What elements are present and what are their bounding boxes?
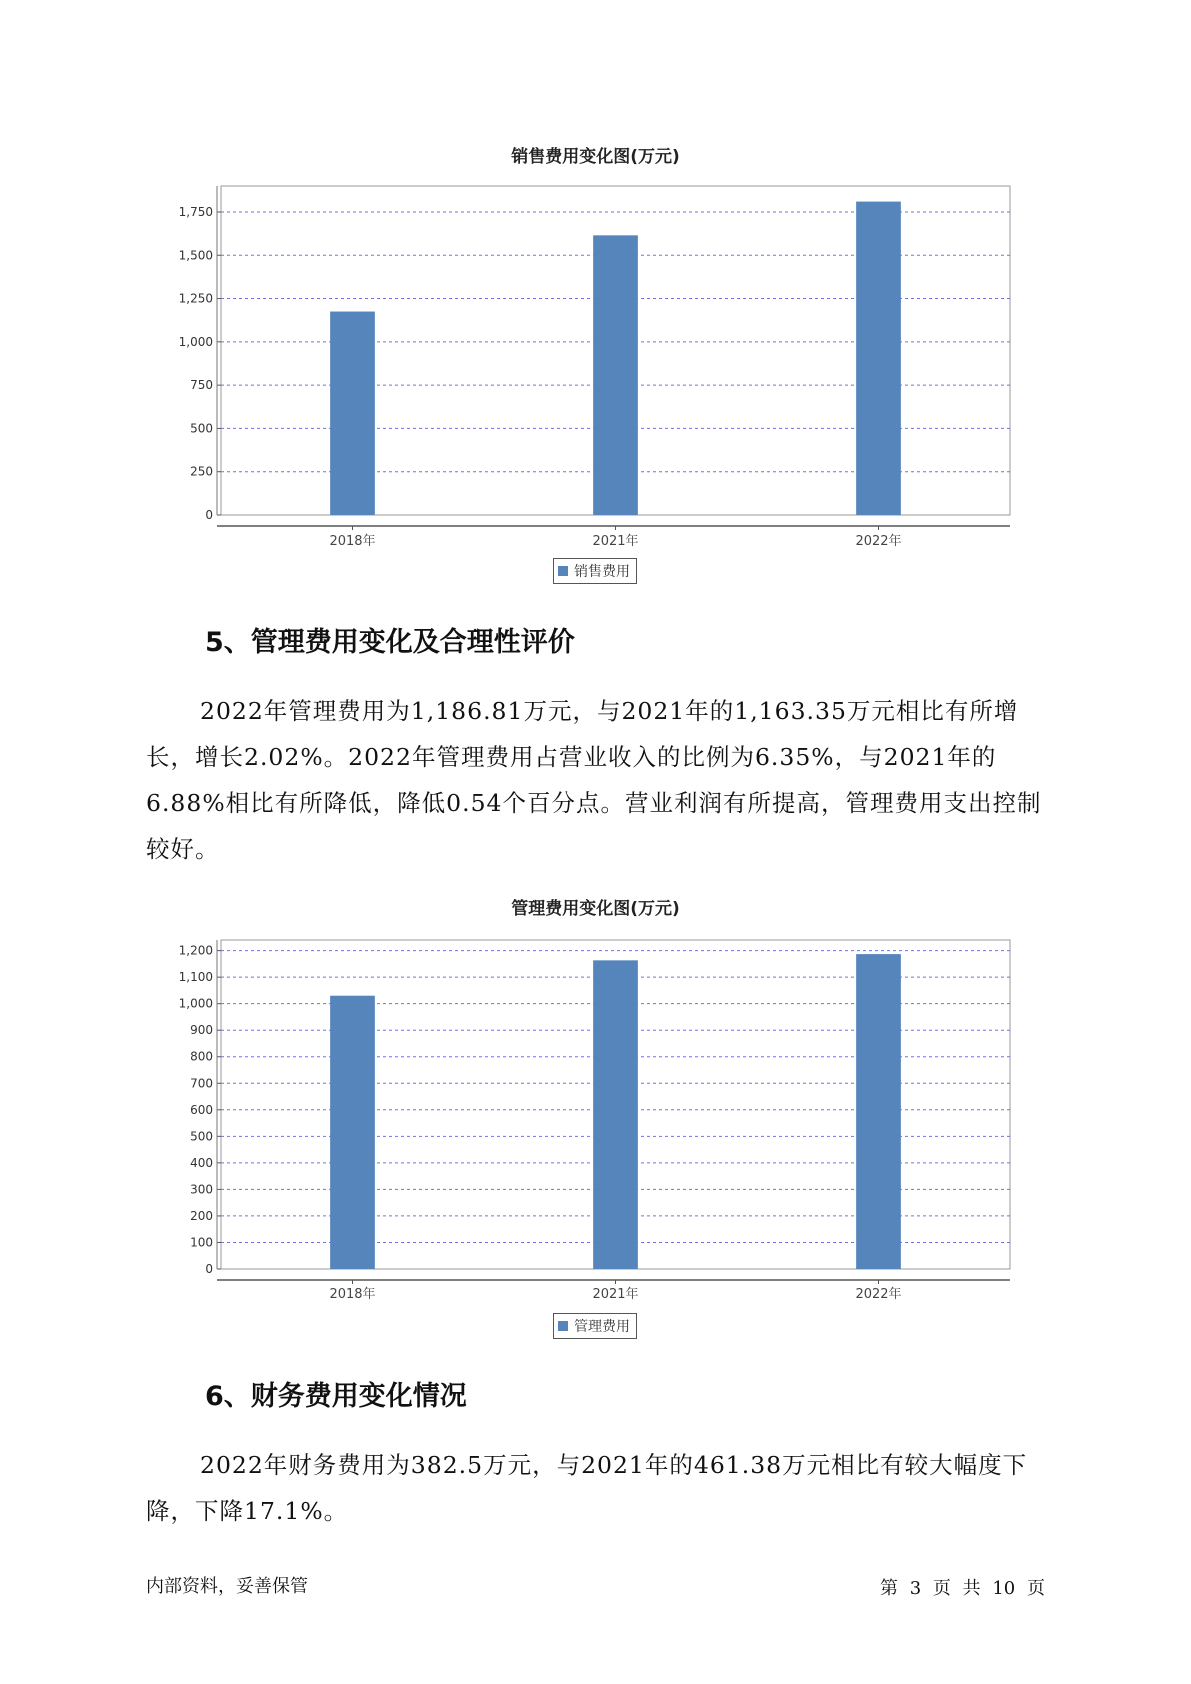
bar	[593, 960, 638, 1269]
legend-swatch	[558, 1321, 568, 1331]
y-tick-label: 0	[205, 508, 213, 522]
y-tick-label: 1,750	[178, 204, 213, 219]
section-heading-mgmt: 5、管理费用变化及合理性评价	[205, 627, 575, 658]
footer-page-number: 第 3 页 共 10 页	[880, 1578, 1045, 1599]
bar	[856, 954, 901, 1269]
y-tick-label: 1,250	[178, 291, 213, 306]
y-tick-label: 700	[190, 1076, 213, 1091]
x-tick-label: 2021年	[592, 1287, 639, 1302]
y-tick-label: 0	[205, 1262, 213, 1276]
y-tick-label: 250	[190, 464, 213, 479]
y-tick-label: 500	[190, 1129, 213, 1144]
bar	[330, 996, 375, 1269]
y-tick-label: 100	[190, 1235, 213, 1250]
y-tick-label: 1,000	[178, 334, 213, 349]
chart-title: 销售费用变化图(万元)	[511, 147, 680, 167]
y-tick-label: 400	[190, 1155, 213, 1170]
y-tick-label: 300	[190, 1182, 213, 1197]
section-heading-finance: 6、财务费用变化情况	[205, 1381, 467, 1412]
legend-label: 管理费用	[574, 1319, 630, 1335]
chart-title: 管理费用变化图(万元)	[511, 899, 680, 919]
x-tick-label: 2022年	[855, 534, 902, 549]
x-tick-label: 2018年	[329, 534, 376, 549]
x-tick-label: 2018年	[329, 1287, 376, 1302]
chart-legend	[553, 1313, 637, 1339]
y-tick-label: 900	[190, 1023, 213, 1038]
y-tick-label: 800	[190, 1049, 213, 1064]
y-tick-label: 1,500	[178, 248, 213, 263]
section-paragraph-finance: 2022年财务费用为382.5万元，与2021年的461.38万元相比有较大幅度下降，下降17.1%。	[146, 1451, 1028, 1525]
y-tick-label: 500	[190, 421, 213, 436]
x-tick-label: 2021年	[592, 534, 639, 549]
section-paragraph-mgmt: 2022年管理费用为1,186.81万元，与2021年的1,163.35万元相比有所增长，增长2.02%。2022年管理费用占营业收入的比例为6.35%，与2021年的6.88%相比有所降低，降低0.54个百分点。营业利润有所提高，管理费用支出控制较好。	[146, 697, 1042, 863]
legend-label: 销售费用	[574, 564, 630, 580]
y-tick-label: 750	[190, 378, 213, 393]
y-tick-label: 600	[190, 1102, 213, 1117]
footer-confidential-note: 内部资料，妥善保管	[146, 1576, 308, 1597]
y-tick-label: 200	[190, 1208, 213, 1223]
y-tick-label: 1,100	[178, 970, 213, 985]
y-tick-label: 1,000	[178, 996, 213, 1011]
y-tick-label: 1,200	[178, 943, 213, 958]
x-tick-label: 2022年	[855, 1287, 902, 1302]
